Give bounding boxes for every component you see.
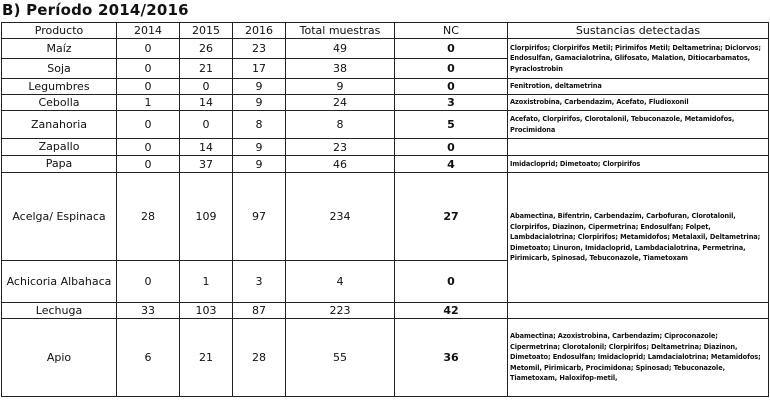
cell-2014: 33: [117, 303, 180, 319]
cell-2016: 9: [233, 156, 286, 173]
cell-nc: 36: [395, 319, 508, 397]
cell-sustancias: Imidacloprid; Dimetoato; Clorpirifos: [508, 156, 769, 173]
cell-nc: 4: [395, 156, 508, 173]
table-row: [2, 156, 769, 173]
cell-total: 24: [286, 95, 395, 111]
residues-table: [1, 22, 769, 397]
cell-nc: 3: [395, 95, 508, 111]
cell-total: 23: [286, 139, 395, 156]
cell-total: 223: [286, 303, 395, 319]
cell-2016: 28: [233, 319, 286, 397]
cell-nc: 27: [395, 173, 508, 261]
cell-2016: 3: [233, 261, 286, 303]
cell-2015: 0: [180, 79, 233, 95]
cell-total: 38: [286, 59, 395, 79]
cell-total: 49: [286, 39, 395, 59]
header-total-muestras: Total muestras: [286, 23, 395, 39]
cell-2016: 9: [233, 95, 286, 111]
cell-2016: 87: [233, 303, 286, 319]
cell-sustancias: Abamectina, Bifentrin, Carbendazim, Carbofuran, Clorotalonil, Clorpirifos, Diazinon, Cipermetrina; Endosulfan; Folpet, Lambdacialotrina; Clorpirifos; Metamidofos; Metalaxil, Deltametrina; Dimetoato; Linuron, Imidacloprid, Lambdacialotrina, Permetrina, Pirimicarb, Spinosad, Tebuconazole, Tiametoxam: [508, 173, 769, 303]
cell-2014: 0: [117, 111, 180, 139]
cell-producto: Legumbres: [2, 79, 117, 95]
header-2016: 2016: [233, 23, 286, 39]
cell-2016: 97: [233, 173, 286, 261]
header-producto: Producto: [2, 23, 117, 39]
cell-nc: 5: [395, 111, 508, 139]
cell-producto: Cebolla: [2, 95, 117, 111]
cell-2015: 21: [180, 319, 233, 397]
table-row: [2, 79, 769, 95]
cell-total: 4: [286, 261, 395, 303]
cell-producto: Zanahoria: [2, 111, 117, 139]
table-row: [2, 39, 769, 59]
table-row: [2, 139, 769, 156]
cell-2014: 1: [117, 95, 180, 111]
cell-2016: 9: [233, 139, 286, 156]
cell-sustancias: [508, 303, 769, 319]
table-header-row: [2, 23, 769, 39]
cell-producto: Papa: [2, 156, 117, 173]
cell-2014: 0: [117, 261, 180, 303]
cell-2014: 0: [117, 39, 180, 59]
cell-nc: 0: [395, 39, 508, 59]
cell-producto: Acelga/ Espinaca: [2, 173, 117, 261]
cell-2014: 6: [117, 319, 180, 397]
cell-sustancias: Acefato, Clorpirifos, Clorotalonil, Tebuconazole, Metamidofos, Procimidona: [508, 111, 769, 139]
cell-2014: 0: [117, 59, 180, 79]
cell-2015: 14: [180, 139, 233, 156]
cell-2016: 17: [233, 59, 286, 79]
cell-2015: 14: [180, 95, 233, 111]
cell-2015: 109: [180, 173, 233, 261]
cell-nc: 0: [395, 139, 508, 156]
cell-2015: 0: [180, 111, 233, 139]
cell-2015: 37: [180, 156, 233, 173]
cell-producto: Maíz: [2, 39, 117, 59]
cell-total: 9: [286, 79, 395, 95]
header-2015: 2015: [180, 23, 233, 39]
table-row: [2, 95, 769, 111]
cell-2015: 26: [180, 39, 233, 59]
table-row: [2, 303, 769, 319]
cell-2014: 0: [117, 139, 180, 156]
header-2014: 2014: [117, 23, 180, 39]
cell-sustancias: Fenitrotion, deltametrina: [508, 79, 769, 95]
cell-producto: Achicoria Albahaca: [2, 261, 117, 303]
section-title: B) Período 2014/2016: [2, 1, 189, 19]
cell-total: 8: [286, 111, 395, 139]
cell-total: 46: [286, 156, 395, 173]
cell-producto: Zapallo: [2, 139, 117, 156]
cell-2014: 0: [117, 79, 180, 95]
cell-2014: 28: [117, 173, 180, 261]
cell-total: 55: [286, 319, 395, 397]
cell-sustancias: Clorpirifos; Clorpirifos Metil; Pirimifos Metil; Deltametrina; Diclorvos; Endosulfan, Gamacialotrina, Glifosato, Malation, Ditiocarbamatos, Pyraclostrobin: [508, 39, 769, 79]
cell-2016: 9: [233, 79, 286, 95]
cell-sustancias: Azoxistrobina, Carbendazim, Acefato, Fludioxonil: [508, 95, 769, 111]
table-row: [2, 319, 769, 397]
cell-nc: 0: [395, 261, 508, 303]
header-nc: NC: [395, 23, 508, 39]
cell-2015: 1: [180, 261, 233, 303]
cell-nc: 0: [395, 59, 508, 79]
cell-2016: 8: [233, 111, 286, 139]
cell-nc: 42: [395, 303, 508, 319]
table-row: [2, 173, 769, 261]
cell-sustancias: [508, 139, 769, 156]
cell-total: 234: [286, 173, 395, 261]
cell-2014: 0: [117, 156, 180, 173]
header-sustancias: Sustancias detectadas: [508, 23, 769, 39]
cell-producto: Soja: [2, 59, 117, 79]
table-row: [2, 111, 769, 139]
cell-2015: 103: [180, 303, 233, 319]
cell-producto: Apio: [2, 319, 117, 397]
cell-2015: 21: [180, 59, 233, 79]
cell-sustancias: Abamectina; Azoxistrobina, Carbendazim; Ciproconazole; Cipermetrina; Clorotalonil; Clorpirifos; Deltametrina; Diazinon, Dimetoato; Endosulfan; Imidacloprid; Lamdacialotrina; Metamidofos; Metomil, Pirimicarb, Procimidona; Spinosad; Tebuconazole, Tiametoxam, Haloxifop-metil,: [508, 319, 769, 397]
cell-nc: 0: [395, 79, 508, 95]
cell-2016: 23: [233, 39, 286, 59]
cell-producto: Lechuga: [2, 303, 117, 319]
